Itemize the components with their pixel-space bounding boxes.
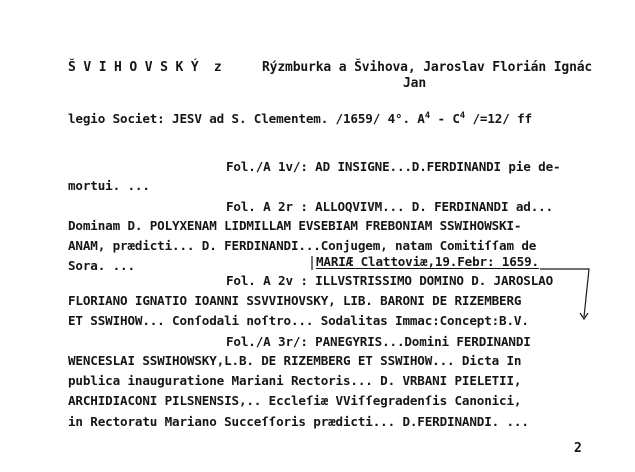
fol-2r-line-4: Sora. ... <box>68 258 135 273</box>
fol-2v-line-1: Fol. A 2v : ILLVSTRISSIMO DOMINO D. JAROSLAO <box>226 273 554 288</box>
author-title: Rýzmburka a Švihova, Jaroslav Florián Ignác <box>262 60 593 75</box>
fol-3r-line-2: WENCESLAI SSWIHOWSKY,L.B. DE RIZEMBERG ET SSWIHOW... Dicta In <box>68 353 522 368</box>
fol-2r-line-2: Dominam D. POLYXENAM LIDMILLAM EVSEBIAM FREBONIAM SSWIHOWSKI- <box>68 218 522 233</box>
fol-3r-line-1: Fol./A 3r/: PANEGYRIS...Domini FERDINANDI <box>226 334 531 349</box>
title-part-a: legio Societ: JESV ad S. Clementem. /1659/ 4°. A <box>68 111 425 126</box>
page-number: 2 <box>574 441 582 456</box>
fol-2v-line-3: ET SSWIHOW... Conſodali noſtro... Sodalitas Immac:Concept:B.V. <box>68 313 529 328</box>
fol-2r-line-3: ANAM, prædicti... D. FERDINANDI...Conjugem, natam Comitiſſam de <box>68 238 537 253</box>
author-added-name: Jan <box>403 76 427 91</box>
title-part-c: /=12/ ff <box>465 111 532 126</box>
fol-3r-line-5: in Rectoratu Mariano Succeſſoris prædicti... D.FERDINANDI. ... <box>68 414 529 429</box>
fol-2v-line-2: FLORIANO IGNATIO IOANNI SSVVIHOVSKY, LIB. BARONI DE RIZEMBERG <box>68 293 522 308</box>
author-surname: Š V I H O V S K Ý z <box>68 60 222 75</box>
inserted-note: MARIÆ Clattoviæ,19.Febr: 1659. <box>316 254 539 269</box>
title-part-b: - C <box>430 111 460 126</box>
signature-sup-b: 4 <box>459 110 466 121</box>
title-line <box>68 111 532 127</box>
fol-2r-line-1: Fol. A 2r : ALLOQVIVM... D. FERDINANDI ad... <box>226 199 554 214</box>
signature-sup-a: 4 <box>424 110 431 121</box>
fol-1v-line-1: Fol./A 1v/: AD INSIGNE...D.FERDINANDI pie de- <box>226 159 561 174</box>
fol-3r-line-4: ARCHIDIACONI PILSNENSIS,.. Eccleſiæ VViſſegradenſis Canonici, <box>68 393 522 408</box>
fol-3r-line-3: publica inauguratione Mariani Rectoris... D. VRBANI PIELETII, <box>68 373 522 388</box>
fol-1v-line-2: mortui. ... <box>68 178 150 193</box>
